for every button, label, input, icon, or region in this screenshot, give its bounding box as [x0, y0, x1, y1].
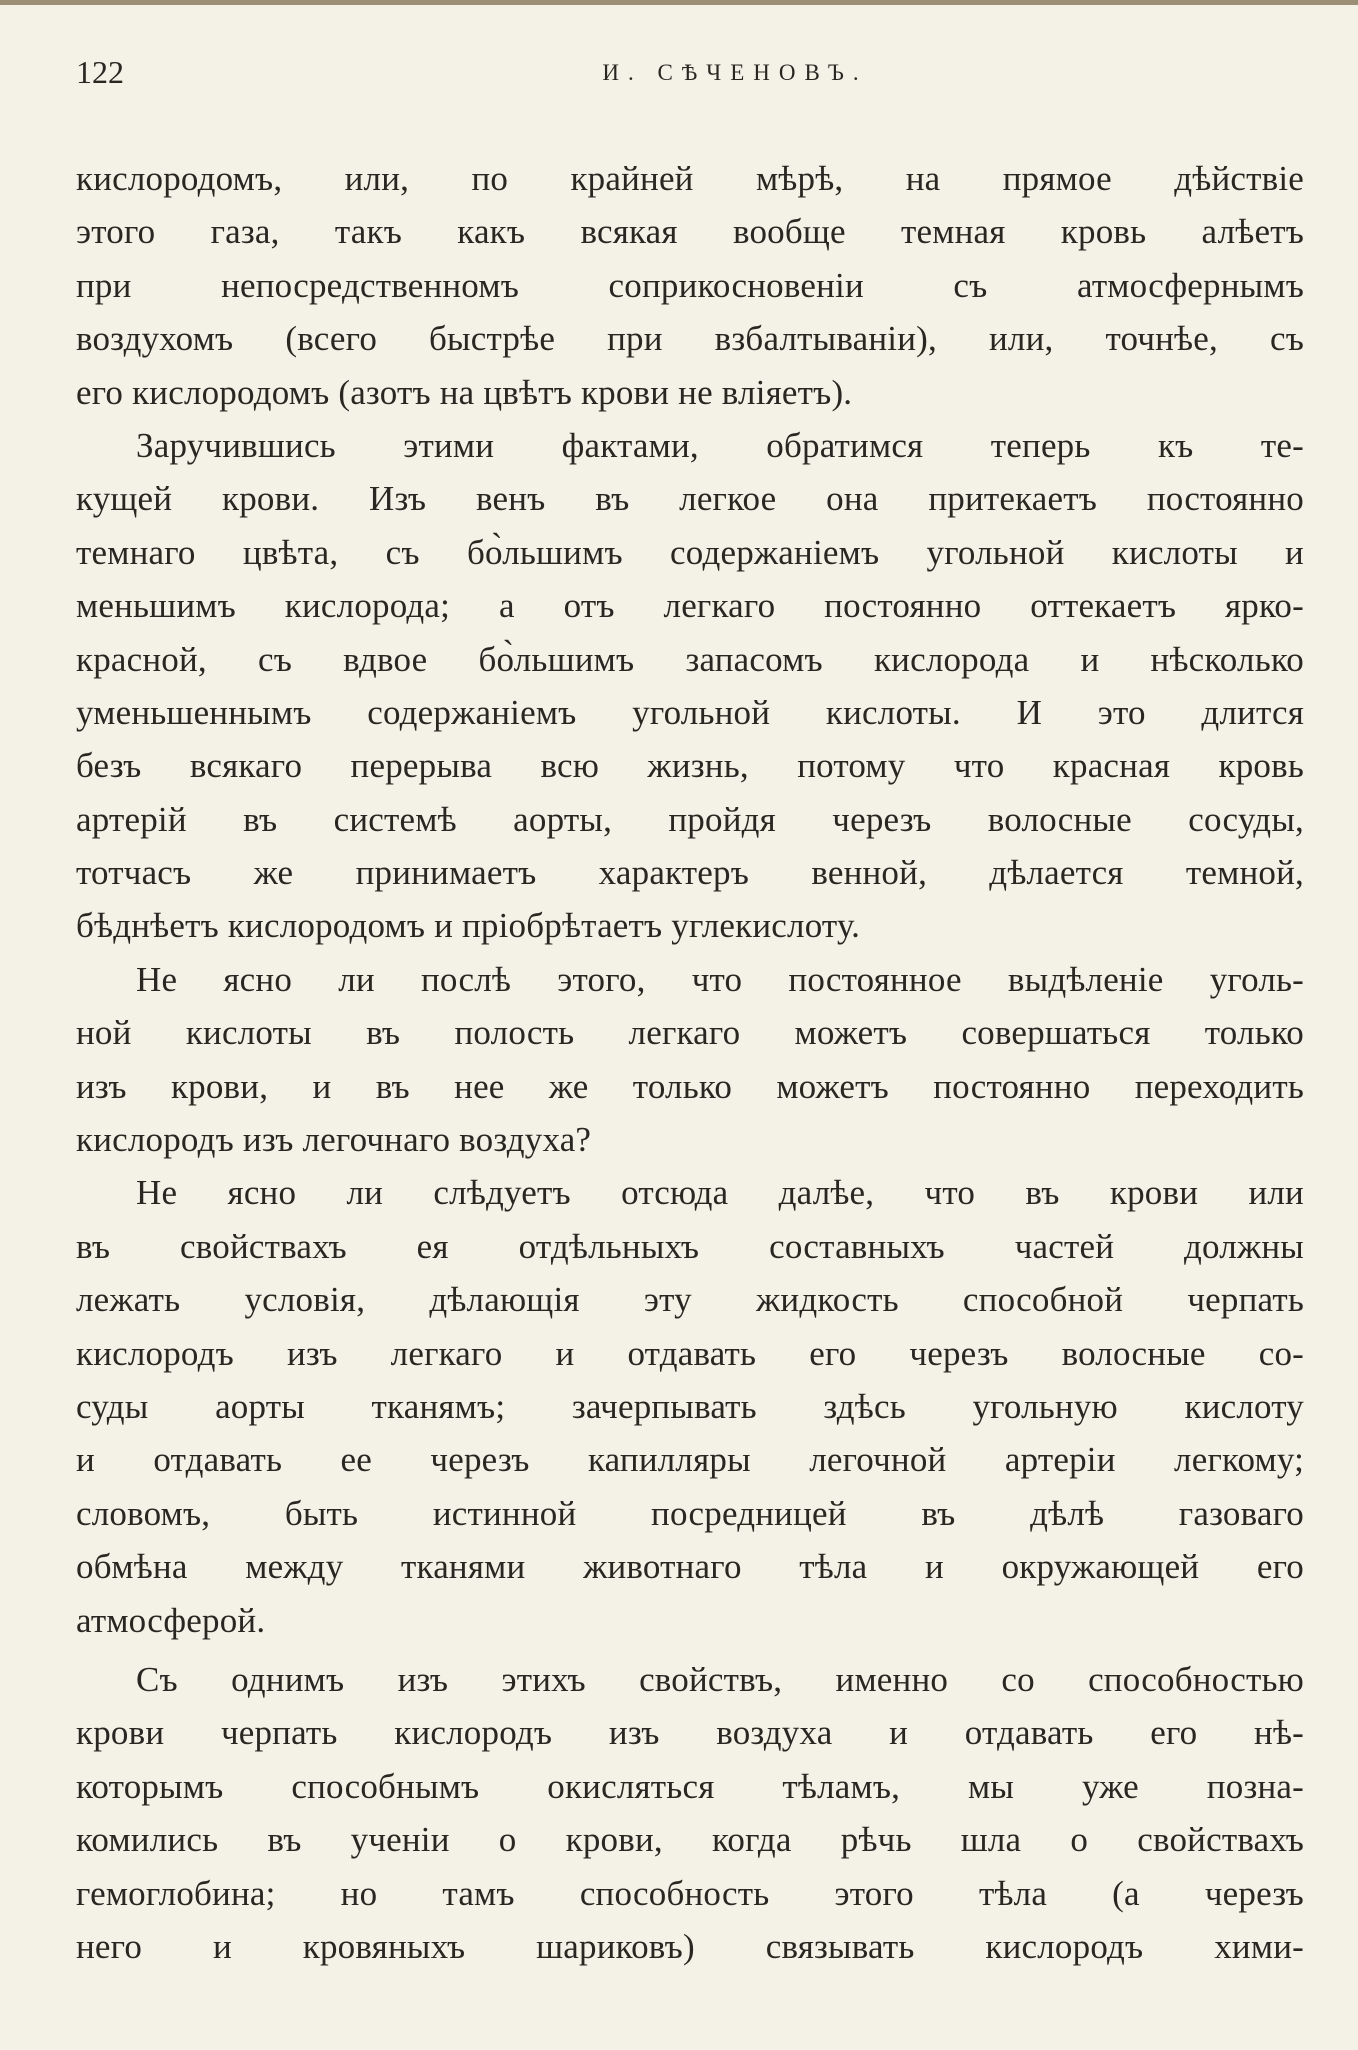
paragraph	[76, 953, 1304, 1167]
paragraph	[76, 152, 1304, 419]
book-page	[76, 48, 1304, 1973]
text-line: которымъ способнымъ окисляться тѣламъ, мы уже позна-	[76, 1766, 1304, 1806]
text-line: красной, съ вдвое бо̀льшимъ запасомъ кислорода и нѣсколько	[76, 639, 1304, 679]
text-line: лежать условія, дѣлающія эту жидкость способной черпать	[76, 1280, 1304, 1320]
text-line: уменьшеннымъ содержаніемъ угольной кислоты. И это длится	[76, 692, 1304, 732]
text-line: этого газа, такъ какъ всякая вообще темная кровь алѣетъ	[76, 212, 1304, 252]
running-head: И. СѢЧЕНОВЪ.	[602, 60, 868, 85]
text-line: кислородъ изъ легочнаго воздуха?	[76, 1120, 592, 1160]
page-top-edge	[0, 0, 1358, 5]
text-line: Съ однимъ изъ этихъ свойствъ, именно со способностью	[136, 1659, 1304, 1699]
text-line: крови черпать кислородъ изъ воздуха и отдавать его нѣ-	[76, 1713, 1304, 1753]
text-line: изъ крови, и въ нее же только можетъ постоянно переходить	[76, 1066, 1304, 1106]
text-line: и отдавать ее черезъ капилляры легочной артеріи легкому;	[76, 1440, 1304, 1480]
text-line: словомъ, быть истинной посредницей въ дѣлѣ газоваго	[76, 1493, 1304, 1533]
paragraph	[76, 419, 1304, 953]
text-line: гемоглобина; но тамъ способность этого тѣла (а черезъ	[76, 1873, 1304, 1913]
text-line: суды аорты тканямъ; зачерпывать здѣсь угольную кислоту	[76, 1386, 1304, 1426]
text-line: безъ всякаго перерыва всю жизнь, потому что красная кровь	[76, 746, 1304, 786]
paragraph	[76, 1653, 1304, 1973]
paragraph	[76, 1166, 1304, 1647]
text-line: воздухомъ (всего быстрѣе при взбалтываніи), или, точнѣе, съ	[76, 319, 1304, 359]
page-number: 122	[76, 54, 124, 90]
text-line: Заручившись этими фактами, обратимся теперь къ те-	[136, 425, 1304, 465]
text-line: кислородомъ, или, по крайней мѣрѣ, на прямое дѣйствіе	[76, 159, 1304, 198]
text-line: въ свойствахъ ея отдѣльныхъ составныхъ частей должны	[76, 1226, 1304, 1266]
page-header	[76, 48, 1304, 108]
text-line: ной кислоты въ полость легкаго можетъ совершаться только	[76, 1013, 1304, 1053]
text-line: артерій въ системѣ аорты, пройдя черезъ волосные сосуды,	[76, 799, 1304, 839]
text-line: меньшимъ кислорода; а отъ легкаго постоянно оттекаетъ ярко-	[76, 586, 1304, 626]
text-line: тотчасъ же принимаетъ характеръ венной, дѣлается темной,	[76, 853, 1304, 893]
text-line: при непосредственномъ соприкосновеніи съ атмосфернымъ	[76, 265, 1304, 305]
text-line: Не ясно ли слѣдуетъ отсюда далѣе, что въ крови или	[136, 1173, 1304, 1213]
text-line: кущей крови. Изъ венъ въ легкое она притекаетъ постоянно	[76, 479, 1304, 519]
text-line: него и кровяныхъ шариковъ) связывать кислородъ хими-	[76, 1926, 1304, 1966]
text-line: атмосферой.	[76, 1600, 266, 1640]
text-line: темнаго цвѣта, съ бо̀льшимъ содержаніемъ угольной кислоты и	[76, 532, 1304, 572]
text-line: комились въ ученіи о крови, когда рѣчь шла о свойствахъ	[76, 1820, 1304, 1860]
text-line: его кислородомъ (азотъ на цвѣтъ крови не вліяетъ).	[76, 372, 853, 412]
text-line: кислородъ изъ легкаго и отдавать его черезъ волосные со-	[76, 1333, 1304, 1373]
text-line: обмѣна между тканями животнаго тѣла и окружающей его	[76, 1547, 1304, 1587]
text-line: бѣднѣетъ кислородомъ и пріобрѣтаетъ углекислоту.	[76, 906, 861, 946]
body-text	[76, 152, 1304, 1973]
text-line: Не ясно ли послѣ этого, что постоянное выдѣленіе уголь-	[136, 959, 1304, 999]
